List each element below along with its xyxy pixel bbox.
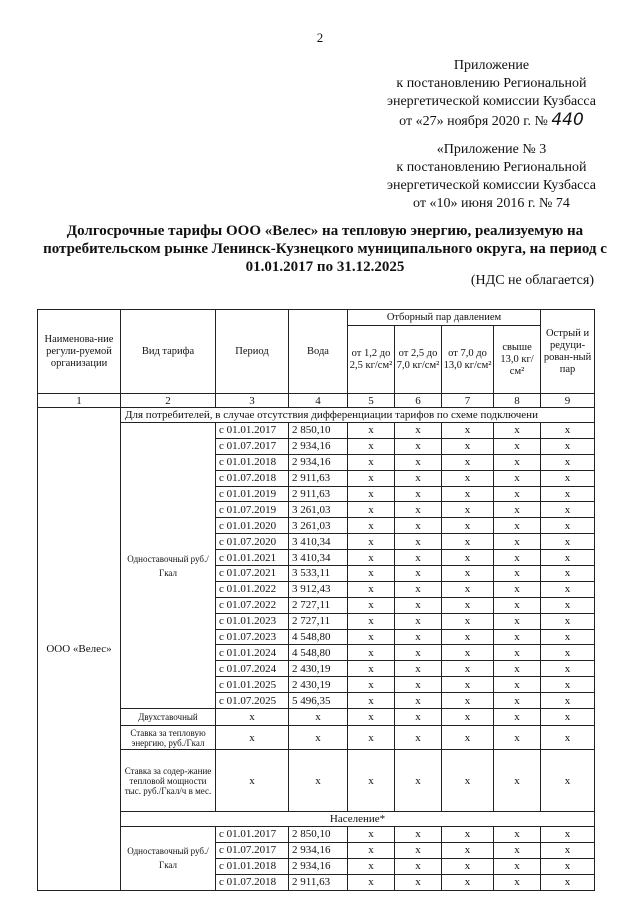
na-cell: x — [348, 423, 395, 439]
na-cell: x — [541, 486, 595, 502]
na-cell: x — [494, 677, 541, 693]
appendix-date-line — [387, 111, 596, 131]
water-value: 3 912,43 — [289, 581, 348, 597]
header-org: Наименова-ние регули-руемой организации — [38, 310, 121, 394]
na-cell: x — [395, 597, 442, 613]
na-cell: x — [216, 709, 289, 726]
na-cell: x — [494, 470, 541, 486]
appendix-line: энергетической комиссии Кузбасса — [386, 94, 596, 109]
na-cell: x — [348, 470, 395, 486]
na-cell: x — [442, 693, 494, 709]
table-row — [38, 827, 595, 843]
period-cell: с 01.01.2018 — [216, 858, 289, 874]
na-cell: x — [348, 629, 395, 645]
water-value: 2 934,16 — [289, 842, 348, 858]
na-cell: x — [494, 518, 541, 534]
na-cell: x — [348, 438, 395, 454]
col-number: 7 — [442, 394, 494, 408]
na-cell: x — [289, 726, 348, 750]
appendix-date: от «27» ноября 2020 г. № — [399, 114, 548, 129]
period-cell: с 01.07.2024 — [216, 661, 289, 677]
na-cell: x — [442, 726, 494, 750]
na-cell: x — [541, 661, 595, 677]
na-cell: x — [442, 677, 494, 693]
table-row — [38, 750, 595, 812]
appendix-line: «Приложение № 3 — [436, 142, 547, 157]
na-cell: x — [494, 502, 541, 518]
na-cell: x — [442, 518, 494, 534]
vat-note: (НДС не облагается) — [470, 273, 594, 288]
header-steam-group: Отборный пар давлением — [348, 310, 541, 326]
population-label: Население* — [121, 812, 595, 827]
water-value: 3 261,03 — [289, 518, 348, 534]
na-cell: x — [348, 709, 395, 726]
na-cell: x — [541, 470, 595, 486]
period-cell: с 01.01.2017 — [216, 423, 289, 439]
na-cell: x — [494, 645, 541, 661]
tariff-type-label: Одноставочный руб./Гкал — [121, 423, 216, 709]
tariff-type-label: Одноставочный руб./Гкал — [121, 827, 216, 891]
appendix-line: к постановлению Региональной — [396, 76, 587, 91]
col-number: 6 — [395, 394, 442, 408]
org-cell: ООО «Велес» — [38, 408, 121, 891]
na-cell: x — [216, 726, 289, 750]
tariff-table — [37, 309, 595, 891]
na-cell: x — [494, 750, 541, 812]
period-cell: с 01.07.2017 — [216, 842, 289, 858]
na-cell: x — [442, 423, 494, 439]
table-row — [38, 812, 595, 827]
col-number: 1 — [38, 394, 121, 408]
na-cell: x — [395, 566, 442, 582]
na-cell: x — [395, 581, 442, 597]
period-cell: с 01.01.2021 — [216, 550, 289, 566]
water-value: 2 934,16 — [289, 438, 348, 454]
section-label: Для потребителей, в случае отсутствия дифференциации тарифов по схеме подключени — [121, 408, 595, 423]
period-cell: с 01.01.2025 — [216, 677, 289, 693]
na-cell: x — [395, 534, 442, 550]
na-cell: x — [442, 486, 494, 502]
water-value: 2 911,63 — [289, 470, 348, 486]
na-cell: x — [289, 709, 348, 726]
na-cell: x — [541, 502, 595, 518]
two-rate-label: Двухставочный — [121, 709, 216, 726]
na-cell: x — [395, 827, 442, 843]
header-p4: свыше 13,0 кг/см² — [494, 326, 541, 394]
na-cell: x — [494, 423, 541, 439]
period-cell: с 01.01.2018 — [216, 454, 289, 470]
na-cell: x — [442, 438, 494, 454]
period-cell: с 01.07.2025 — [216, 693, 289, 709]
na-cell: x — [494, 550, 541, 566]
period-cell: с 01.01.2019 — [216, 486, 289, 502]
na-cell: x — [348, 858, 395, 874]
period-cell: с 01.01.2017 — [216, 827, 289, 843]
na-cell: x — [348, 693, 395, 709]
na-cell: x — [348, 486, 395, 502]
water-value: 2 727,11 — [289, 613, 348, 629]
handwritten-number: 440 — [551, 110, 584, 130]
na-cell: x — [395, 693, 442, 709]
na-cell: x — [348, 518, 395, 534]
table-row — [38, 709, 595, 726]
header-sharp-steam: Острый и редуци-рован-ный пар — [541, 310, 595, 394]
na-cell: x — [541, 693, 595, 709]
na-cell: x — [494, 629, 541, 645]
water-value: 2 430,19 — [289, 677, 348, 693]
col-number: 9 — [541, 394, 595, 408]
na-cell: x — [442, 858, 494, 874]
na-cell: x — [442, 645, 494, 661]
water-value: 4 548,80 — [289, 629, 348, 645]
table-row — [38, 726, 595, 750]
na-cell: x — [541, 613, 595, 629]
na-cell: x — [442, 709, 494, 726]
na-cell: x — [494, 534, 541, 550]
na-cell: x — [494, 726, 541, 750]
na-cell: x — [395, 645, 442, 661]
na-cell: x — [494, 874, 541, 890]
na-cell: x — [395, 518, 442, 534]
water-value: 2 850,10 — [289, 423, 348, 439]
na-cell: x — [541, 677, 595, 693]
na-cell: x — [541, 726, 595, 750]
na-cell: x — [442, 470, 494, 486]
header-p1: от 1,2 до 2,5 кг/см² — [348, 326, 395, 394]
na-cell: x — [494, 486, 541, 502]
water-value: 2 727,11 — [289, 597, 348, 613]
document-title: Долгосрочные тарифы ООО «Велес» на тепловую энергию, реализуемую на потребительском рынке Ленинск-Кузнецкого муниципального округа, на период с 01.01.2017 по 31.12.2025 — [43, 223, 607, 275]
na-cell: x — [395, 874, 442, 890]
na-cell: x — [348, 874, 395, 890]
water-value: 2 934,16 — [289, 858, 348, 874]
na-cell: x — [395, 613, 442, 629]
na-cell: x — [348, 750, 395, 812]
na-cell: x — [541, 454, 595, 470]
na-cell: x — [541, 518, 595, 534]
na-cell: x — [395, 750, 442, 812]
na-cell: x — [494, 454, 541, 470]
table-row — [38, 423, 595, 439]
na-cell: x — [442, 566, 494, 582]
header-tariff-type: Вид тарифа — [121, 310, 216, 394]
na-cell: x — [541, 423, 595, 439]
water-value: 2 934,16 — [289, 454, 348, 470]
period-cell: с 01.07.2019 — [216, 502, 289, 518]
na-cell: x — [395, 709, 442, 726]
capacity-rate-label: Ставка за содер-жание тепловой мощности тыс. руб./Гкал/ч в мес. — [121, 750, 216, 812]
na-cell: x — [541, 645, 595, 661]
na-cell: x — [395, 858, 442, 874]
col-number: 4 — [289, 394, 348, 408]
na-cell: x — [395, 550, 442, 566]
na-cell: x — [494, 438, 541, 454]
period-cell: с 01.07.2017 — [216, 438, 289, 454]
na-cell: x — [395, 502, 442, 518]
water-value: 2 430,19 — [289, 661, 348, 677]
period-cell: с 01.01.2022 — [216, 581, 289, 597]
na-cell: x — [494, 827, 541, 843]
na-cell: x — [348, 534, 395, 550]
na-cell: x — [395, 454, 442, 470]
na-cell: x — [395, 629, 442, 645]
na-cell: x — [541, 550, 595, 566]
water-value: 5 496,35 — [289, 693, 348, 709]
water-value: 3 261,03 — [289, 502, 348, 518]
na-cell: x — [395, 438, 442, 454]
na-cell: x — [348, 550, 395, 566]
period-cell: с 01.01.2020 — [216, 518, 289, 534]
na-cell: x — [541, 629, 595, 645]
na-cell: x — [348, 645, 395, 661]
na-cell: x — [541, 874, 595, 890]
na-cell: x — [541, 750, 595, 812]
na-cell: x — [348, 613, 395, 629]
na-cell: x — [442, 534, 494, 550]
header-water: Вода — [289, 310, 348, 394]
na-cell: x — [348, 827, 395, 843]
water-value: 3 410,34 — [289, 534, 348, 550]
na-cell: x — [442, 597, 494, 613]
na-cell: x — [348, 566, 395, 582]
water-value: 2 911,63 — [289, 874, 348, 890]
na-cell: x — [442, 842, 494, 858]
na-cell: x — [541, 581, 595, 597]
na-cell: x — [541, 534, 595, 550]
na-cell: x — [348, 726, 395, 750]
na-cell: x — [289, 750, 348, 812]
header-period: Период — [216, 310, 289, 394]
period-cell: с 01.07.2023 — [216, 629, 289, 645]
na-cell: x — [348, 677, 395, 693]
col-number: 3 — [216, 394, 289, 408]
na-cell: x — [494, 693, 541, 709]
na-cell: x — [494, 858, 541, 874]
period-cell: с 01.07.2022 — [216, 597, 289, 613]
na-cell: x — [494, 709, 541, 726]
appendix-line: Приложение — [453, 58, 530, 73]
header-p3: от 7,0 до 13,0 кг/см² — [442, 326, 494, 394]
water-value: 2 850,10 — [289, 827, 348, 843]
na-cell: x — [541, 566, 595, 582]
na-cell: x — [442, 661, 494, 677]
water-value: 3 410,34 — [289, 550, 348, 566]
na-cell: x — [541, 842, 595, 858]
appendix-line: от «10» июня 2016 г. № 74 — [413, 196, 570, 211]
period-cell: с 01.07.2020 — [216, 534, 289, 550]
period-cell: с 01.01.2023 — [216, 613, 289, 629]
na-cell: x — [541, 597, 595, 613]
na-cell: x — [541, 709, 595, 726]
na-cell: x — [442, 827, 494, 843]
na-cell: x — [442, 629, 494, 645]
na-cell: x — [541, 827, 595, 843]
na-cell: x — [442, 550, 494, 566]
na-cell: x — [442, 613, 494, 629]
na-cell: x — [395, 486, 442, 502]
col-number: 8 — [494, 394, 541, 408]
na-cell: x — [442, 454, 494, 470]
na-cell: x — [348, 581, 395, 597]
na-cell: x — [348, 454, 395, 470]
na-cell: x — [541, 858, 595, 874]
na-cell: x — [395, 726, 442, 750]
header-p2: от 2,5 до 7,0 кг/см² — [395, 326, 442, 394]
period-cell: с 01.07.2018 — [216, 874, 289, 890]
period-cell: с 01.07.2018 — [216, 470, 289, 486]
na-cell: x — [494, 613, 541, 629]
na-cell: x — [442, 874, 494, 890]
na-cell: x — [442, 750, 494, 812]
na-cell: x — [395, 470, 442, 486]
period-cell: с 01.07.2021 — [216, 566, 289, 582]
col-number: 2 — [121, 394, 216, 408]
water-value: 4 548,80 — [289, 645, 348, 661]
na-cell: x — [348, 661, 395, 677]
na-cell: x — [442, 502, 494, 518]
na-cell: x — [494, 581, 541, 597]
na-cell: x — [395, 661, 442, 677]
na-cell: x — [494, 661, 541, 677]
na-cell: x — [395, 423, 442, 439]
col-number: 5 — [348, 394, 395, 408]
page-number: 2 — [316, 30, 324, 45]
na-cell: x — [494, 566, 541, 582]
na-cell: x — [541, 438, 595, 454]
appendix-line: к постановлению Региональной — [396, 160, 587, 175]
water-value: 2 911,63 — [289, 486, 348, 502]
na-cell: x — [216, 750, 289, 812]
appendix-header — [387, 57, 596, 131]
appendix-line: энергетической комиссии Кузбасса — [386, 178, 596, 193]
na-cell: x — [442, 581, 494, 597]
heat-rate-label: Ставка за тепловую энергию, руб./Гкал — [121, 726, 216, 750]
na-cell: x — [395, 677, 442, 693]
water-value: 3 533,11 — [289, 566, 348, 582]
na-cell: x — [348, 597, 395, 613]
na-cell: x — [395, 842, 442, 858]
period-cell: с 01.01.2024 — [216, 645, 289, 661]
na-cell: x — [348, 842, 395, 858]
na-cell: x — [348, 502, 395, 518]
na-cell: x — [494, 842, 541, 858]
original-appendix-header — [387, 141, 596, 213]
na-cell: x — [494, 597, 541, 613]
